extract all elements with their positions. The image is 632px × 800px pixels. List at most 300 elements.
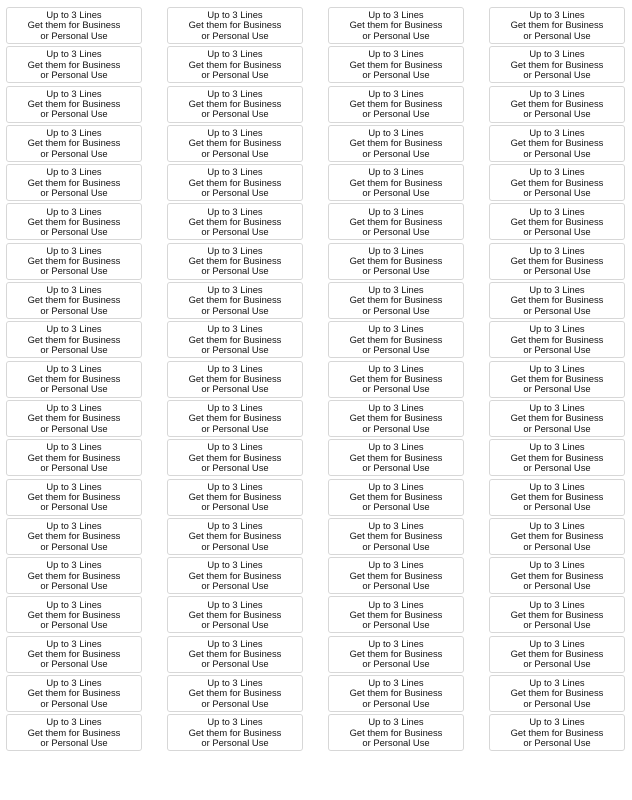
label-line2: Get them for Business <box>27 255 121 267</box>
label-line1: Up to 3 Lines <box>529 323 585 335</box>
label-line2: Get them for Business <box>510 726 604 738</box>
label-line1: Up to 3 Lines <box>207 323 263 335</box>
label-line1: Up to 3 Lines <box>207 284 263 296</box>
label-line2: Get them for Business <box>349 412 443 424</box>
label-line3: or Personal Use <box>201 304 269 316</box>
label-line1: Up to 3 Lines <box>46 441 102 453</box>
label-line1: Up to 3 Lines <box>207 48 263 60</box>
label-line3: or Personal Use <box>201 579 269 591</box>
label-line3: or Personal Use <box>362 108 430 120</box>
label-line3: or Personal Use <box>362 265 430 277</box>
label-line3: or Personal Use <box>201 697 269 709</box>
address-label <box>6 400 142 437</box>
address-label <box>167 675 303 712</box>
label-line2: Get them for Business <box>349 530 443 542</box>
address-label <box>328 125 464 162</box>
label-line3: or Personal Use <box>201 108 269 120</box>
label-line3: or Personal Use <box>40 383 108 395</box>
address-label <box>167 321 303 358</box>
address-label <box>328 321 464 358</box>
address-label <box>6 479 142 516</box>
label-line3: or Personal Use <box>40 68 108 80</box>
label-line3: or Personal Use <box>362 579 430 591</box>
label-line3: or Personal Use <box>201 501 269 513</box>
label-line2: Get them for Business <box>349 333 443 345</box>
label-line1: Up to 3 Lines <box>368 126 424 138</box>
label-line1: Up to 3 Lines <box>46 559 102 571</box>
label-line3: or Personal Use <box>523 619 591 631</box>
label-line2: Get them for Business <box>27 333 121 345</box>
label-line3: or Personal Use <box>40 579 108 591</box>
address-label <box>167 557 303 594</box>
label-line3: or Personal Use <box>362 461 430 473</box>
label-line2: Get them for Business <box>27 451 121 463</box>
label-line3: or Personal Use <box>201 461 269 473</box>
label-line2: Get them for Business <box>349 648 443 660</box>
label-line2: Get them for Business <box>27 412 121 424</box>
address-label <box>167 714 303 751</box>
label-line2: Get them for Business <box>188 648 282 660</box>
label-line1: Up to 3 Lines <box>207 637 263 649</box>
label-line2: Get them for Business <box>349 215 443 227</box>
address-label <box>328 714 464 751</box>
label-line2: Get them for Business <box>27 215 121 227</box>
label-line2: Get them for Business <box>510 412 604 424</box>
label-line2: Get them for Business <box>349 176 443 188</box>
label-line2: Get them for Business <box>27 569 121 581</box>
label-line2: Get them for Business <box>27 373 121 385</box>
label-line1: Up to 3 Lines <box>207 244 263 256</box>
label-line2: Get them for Business <box>27 530 121 542</box>
address-label <box>6 557 142 594</box>
address-label <box>6 282 142 319</box>
label-line1: Up to 3 Lines <box>368 323 424 335</box>
label-line3: or Personal Use <box>523 147 591 159</box>
label-line2: Get them for Business <box>510 255 604 267</box>
label-line3: or Personal Use <box>523 68 591 80</box>
address-label <box>328 7 464 44</box>
label-line2: Get them for Business <box>510 58 604 70</box>
label-line3: or Personal Use <box>201 383 269 395</box>
address-label <box>489 203 625 240</box>
label-line1: Up to 3 Lines <box>368 87 424 99</box>
address-label <box>489 439 625 476</box>
address-label <box>167 361 303 398</box>
address-label <box>167 86 303 123</box>
label-line3: or Personal Use <box>40 265 108 277</box>
label-line1: Up to 3 Lines <box>368 48 424 60</box>
label-line3: or Personal Use <box>201 658 269 670</box>
label-line2: Get them for Business <box>349 255 443 267</box>
label-line3: or Personal Use <box>523 226 591 238</box>
label-line3: or Personal Use <box>362 344 430 356</box>
address-label <box>328 557 464 594</box>
address-label <box>328 282 464 319</box>
label-line3: or Personal Use <box>362 68 430 80</box>
address-label <box>167 596 303 633</box>
address-label <box>6 636 142 673</box>
label-line3: or Personal Use <box>40 697 108 709</box>
label-line2: Get them for Business <box>188 608 282 620</box>
label-line2: Get them for Business <box>188 176 282 188</box>
label-line1: Up to 3 Lines <box>368 166 424 178</box>
label-line2: Get them for Business <box>349 58 443 70</box>
label-line1: Up to 3 Lines <box>529 87 585 99</box>
label-line3: or Personal Use <box>40 422 108 434</box>
label-line1: Up to 3 Lines <box>529 519 585 531</box>
label-line1: Up to 3 Lines <box>529 402 585 414</box>
label-line1: Up to 3 Lines <box>368 205 424 217</box>
label-line3: or Personal Use <box>523 108 591 120</box>
label-line3: or Personal Use <box>40 540 108 552</box>
address-label <box>489 361 625 398</box>
label-line1: Up to 3 Lines <box>207 716 263 728</box>
label-line2: Get them for Business <box>510 97 604 109</box>
label-line1: Up to 3 Lines <box>529 598 585 610</box>
label-line1: Up to 3 Lines <box>46 480 102 492</box>
address-label <box>489 243 625 280</box>
address-label <box>167 243 303 280</box>
address-label <box>489 7 625 44</box>
label-line1: Up to 3 Lines <box>368 284 424 296</box>
address-label <box>167 400 303 437</box>
label-line3: or Personal Use <box>362 226 430 238</box>
label-line1: Up to 3 Lines <box>529 166 585 178</box>
label-line3: or Personal Use <box>201 344 269 356</box>
label-line1: Up to 3 Lines <box>207 87 263 99</box>
label-line3: or Personal Use <box>362 383 430 395</box>
address-label <box>167 479 303 516</box>
label-line2: Get them for Business <box>27 294 121 306</box>
label-line2: Get them for Business <box>510 569 604 581</box>
label-line2: Get them for Business <box>27 58 121 70</box>
label-line3: or Personal Use <box>362 186 430 198</box>
label-line3: or Personal Use <box>523 579 591 591</box>
label-line2: Get them for Business <box>188 373 282 385</box>
label-line1: Up to 3 Lines <box>207 677 263 689</box>
address-label <box>489 557 625 594</box>
label-line2: Get them for Business <box>188 490 282 502</box>
label-line2: Get them for Business <box>188 19 282 31</box>
address-label <box>167 46 303 83</box>
label-line3: or Personal Use <box>362 736 430 748</box>
address-label <box>6 675 142 712</box>
label-line2: Get them for Business <box>510 19 604 31</box>
label-line1: Up to 3 Lines <box>529 480 585 492</box>
label-line2: Get them for Business <box>349 451 443 463</box>
label-line1: Up to 3 Lines <box>46 323 102 335</box>
label-line1: Up to 3 Lines <box>46 166 102 178</box>
address-label <box>328 479 464 516</box>
address-label <box>328 675 464 712</box>
label-line3: or Personal Use <box>523 304 591 316</box>
label-line1: Up to 3 Lines <box>529 716 585 728</box>
label-line3: or Personal Use <box>523 422 591 434</box>
address-label <box>489 46 625 83</box>
address-label <box>489 479 625 516</box>
label-line3: or Personal Use <box>523 736 591 748</box>
address-label <box>489 125 625 162</box>
label-line1: Up to 3 Lines <box>368 716 424 728</box>
address-label <box>489 321 625 358</box>
address-label <box>489 86 625 123</box>
label-line3: or Personal Use <box>362 658 430 670</box>
label-line2: Get them for Business <box>349 137 443 149</box>
label-line1: Up to 3 Lines <box>46 402 102 414</box>
label-line1: Up to 3 Lines <box>207 559 263 571</box>
address-label <box>167 439 303 476</box>
label-line1: Up to 3 Lines <box>46 244 102 256</box>
label-line2: Get them for Business <box>349 608 443 620</box>
label-line2: Get them for Business <box>188 412 282 424</box>
label-line2: Get them for Business <box>27 97 121 109</box>
address-label <box>489 636 625 673</box>
address-label <box>328 164 464 201</box>
address-label <box>6 361 142 398</box>
address-label <box>6 243 142 280</box>
label-line1: Up to 3 Lines <box>46 205 102 217</box>
address-label <box>6 714 142 751</box>
label-line3: or Personal Use <box>40 658 108 670</box>
address-label <box>489 675 625 712</box>
label-line2: Get them for Business <box>188 97 282 109</box>
address-label <box>6 7 142 44</box>
label-line1: Up to 3 Lines <box>368 637 424 649</box>
label-line3: or Personal Use <box>40 736 108 748</box>
address-label <box>6 203 142 240</box>
label-line3: or Personal Use <box>201 736 269 748</box>
label-line2: Get them for Business <box>510 648 604 660</box>
label-line2: Get them for Business <box>188 58 282 70</box>
label-line2: Get them for Business <box>510 608 604 620</box>
label-line2: Get them for Business <box>27 648 121 660</box>
label-line2: Get them for Business <box>27 137 121 149</box>
address-label <box>328 46 464 83</box>
address-label <box>6 86 142 123</box>
address-label <box>6 164 142 201</box>
label-line1: Up to 3 Lines <box>368 244 424 256</box>
label-line1: Up to 3 Lines <box>207 519 263 531</box>
label-line3: or Personal Use <box>523 383 591 395</box>
label-line2: Get them for Business <box>188 687 282 699</box>
label-line1: Up to 3 Lines <box>368 441 424 453</box>
label-line2: Get them for Business <box>510 176 604 188</box>
label-line1: Up to 3 Lines <box>207 126 263 138</box>
label-line3: or Personal Use <box>40 108 108 120</box>
label-line1: Up to 3 Lines <box>529 9 585 21</box>
label-line3: or Personal Use <box>40 226 108 238</box>
label-line3: or Personal Use <box>523 658 591 670</box>
label-line1: Up to 3 Lines <box>529 441 585 453</box>
label-line1: Up to 3 Lines <box>46 362 102 374</box>
label-line1: Up to 3 Lines <box>368 9 424 21</box>
label-line3: or Personal Use <box>523 461 591 473</box>
label-line3: or Personal Use <box>523 501 591 513</box>
label-line1: Up to 3 Lines <box>46 48 102 60</box>
label-line1: Up to 3 Lines <box>46 519 102 531</box>
label-line3: or Personal Use <box>40 147 108 159</box>
label-line3: or Personal Use <box>201 226 269 238</box>
label-line1: Up to 3 Lines <box>368 598 424 610</box>
label-line2: Get them for Business <box>188 569 282 581</box>
label-line1: Up to 3 Lines <box>46 284 102 296</box>
label-line1: Up to 3 Lines <box>529 362 585 374</box>
label-line3: or Personal Use <box>362 540 430 552</box>
address-label <box>167 518 303 555</box>
label-line3: or Personal Use <box>40 344 108 356</box>
address-label <box>489 164 625 201</box>
label-line3: or Personal Use <box>362 422 430 434</box>
label-line2: Get them for Business <box>349 726 443 738</box>
label-line3: or Personal Use <box>362 501 430 513</box>
address-label <box>167 203 303 240</box>
label-line2: Get them for Business <box>27 19 121 31</box>
label-line2: Get them for Business <box>510 333 604 345</box>
label-line2: Get them for Business <box>27 687 121 699</box>
label-line2: Get them for Business <box>27 490 121 502</box>
label-line3: or Personal Use <box>201 619 269 631</box>
address-label <box>328 636 464 673</box>
label-line3: or Personal Use <box>362 147 430 159</box>
address-label <box>489 714 625 751</box>
label-line2: Get them for Business <box>349 294 443 306</box>
label-line2: Get them for Business <box>510 294 604 306</box>
label-line2: Get them for Business <box>27 726 121 738</box>
label-line1: Up to 3 Lines <box>207 166 263 178</box>
label-line2: Get them for Business <box>188 294 282 306</box>
label-line3: or Personal Use <box>40 29 108 41</box>
label-line3: or Personal Use <box>40 501 108 513</box>
address-label <box>167 636 303 673</box>
label-line3: or Personal Use <box>201 265 269 277</box>
address-label <box>328 518 464 555</box>
label-line3: or Personal Use <box>362 697 430 709</box>
label-line1: Up to 3 Lines <box>46 9 102 21</box>
label-line3: or Personal Use <box>40 186 108 198</box>
address-label <box>328 400 464 437</box>
label-line2: Get them for Business <box>510 687 604 699</box>
label-line2: Get them for Business <box>510 530 604 542</box>
label-line1: Up to 3 Lines <box>207 441 263 453</box>
label-line3: or Personal Use <box>523 29 591 41</box>
label-line1: Up to 3 Lines <box>207 480 263 492</box>
label-line1: Up to 3 Lines <box>529 284 585 296</box>
label-line2: Get them for Business <box>510 137 604 149</box>
label-line2: Get them for Business <box>349 97 443 109</box>
label-line2: Get them for Business <box>188 215 282 227</box>
label-line1: Up to 3 Lines <box>529 126 585 138</box>
label-line1: Up to 3 Lines <box>368 362 424 374</box>
address-label <box>489 518 625 555</box>
label-line2: Get them for Business <box>510 451 604 463</box>
label-line3: or Personal Use <box>40 304 108 316</box>
label-line1: Up to 3 Lines <box>368 559 424 571</box>
label-line3: or Personal Use <box>40 461 108 473</box>
address-label <box>489 282 625 319</box>
label-line3: or Personal Use <box>523 344 591 356</box>
label-line2: Get them for Business <box>188 726 282 738</box>
label-line2: Get them for Business <box>188 255 282 267</box>
label-line2: Get them for Business <box>349 19 443 31</box>
label-line2: Get them for Business <box>188 530 282 542</box>
label-line2: Get them for Business <box>349 569 443 581</box>
label-line1: Up to 3 Lines <box>46 126 102 138</box>
address-label <box>6 46 142 83</box>
address-label <box>6 125 142 162</box>
address-label <box>6 321 142 358</box>
label-line1: Up to 3 Lines <box>368 480 424 492</box>
label-line1: Up to 3 Lines <box>529 677 585 689</box>
address-label <box>167 125 303 162</box>
label-line2: Get them for Business <box>349 490 443 502</box>
label-line1: Up to 3 Lines <box>46 716 102 728</box>
label-line3: or Personal Use <box>40 619 108 631</box>
address-label <box>328 596 464 633</box>
label-line1: Up to 3 Lines <box>46 677 102 689</box>
label-line1: Up to 3 Lines <box>368 519 424 531</box>
label-line3: or Personal Use <box>523 540 591 552</box>
label-line2: Get them for Business <box>510 215 604 227</box>
address-label <box>167 282 303 319</box>
label-line3: or Personal Use <box>523 265 591 277</box>
label-line2: Get them for Business <box>27 608 121 620</box>
address-label <box>6 518 142 555</box>
label-line1: Up to 3 Lines <box>207 205 263 217</box>
label-line3: or Personal Use <box>201 422 269 434</box>
label-line1: Up to 3 Lines <box>207 598 263 610</box>
label-sheet <box>6 7 627 751</box>
address-label <box>489 596 625 633</box>
label-line1: Up to 3 Lines <box>529 205 585 217</box>
label-line1: Up to 3 Lines <box>529 559 585 571</box>
label-line1: Up to 3 Lines <box>529 637 585 649</box>
label-line3: or Personal Use <box>523 697 591 709</box>
label-line1: Up to 3 Lines <box>46 637 102 649</box>
label-line1: Up to 3 Lines <box>207 362 263 374</box>
label-line3: or Personal Use <box>201 186 269 198</box>
label-line3: or Personal Use <box>201 540 269 552</box>
address-label <box>328 203 464 240</box>
label-line2: Get them for Business <box>349 687 443 699</box>
address-label <box>328 86 464 123</box>
label-line1: Up to 3 Lines <box>368 677 424 689</box>
label-line1: Up to 3 Lines <box>46 87 102 99</box>
address-label <box>167 164 303 201</box>
address-label <box>328 439 464 476</box>
label-line3: or Personal Use <box>201 29 269 41</box>
address-label <box>167 7 303 44</box>
label-line3: or Personal Use <box>201 68 269 80</box>
label-line3: or Personal Use <box>362 29 430 41</box>
label-line3: or Personal Use <box>201 147 269 159</box>
label-line3: or Personal Use <box>362 304 430 316</box>
address-label <box>6 439 142 476</box>
label-line2: Get them for Business <box>349 373 443 385</box>
label-line2: Get them for Business <box>510 373 604 385</box>
label-line2: Get them for Business <box>188 451 282 463</box>
address-label <box>328 243 464 280</box>
label-line1: Up to 3 Lines <box>368 402 424 414</box>
label-line1: Up to 3 Lines <box>207 9 263 21</box>
address-label <box>6 596 142 633</box>
label-line2: Get them for Business <box>188 137 282 149</box>
label-line1: Up to 3 Lines <box>529 244 585 256</box>
label-line1: Up to 3 Lines <box>529 48 585 60</box>
label-line1: Up to 3 Lines <box>207 402 263 414</box>
label-line2: Get them for Business <box>188 333 282 345</box>
label-line3: or Personal Use <box>362 619 430 631</box>
address-label <box>489 400 625 437</box>
